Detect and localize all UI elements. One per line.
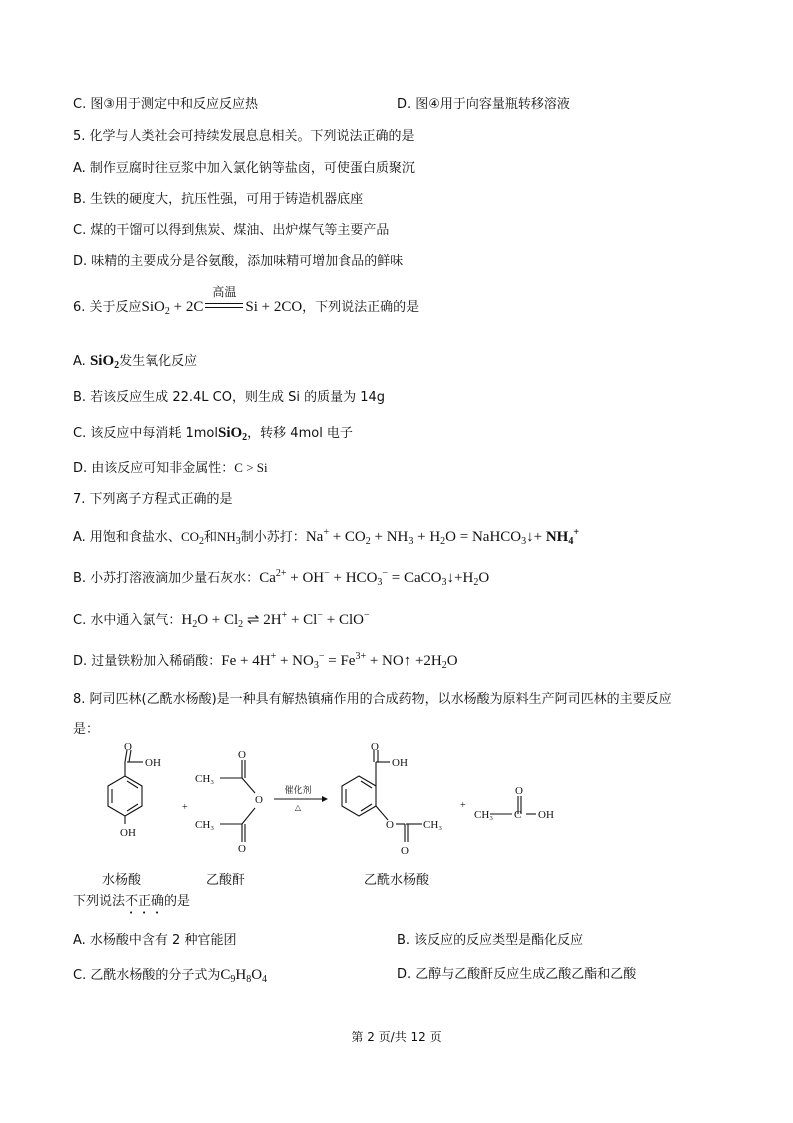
svg-text:O: O [386, 819, 394, 831]
svg-text:O: O [515, 785, 523, 797]
svg-text:CH₃: CH₃ [195, 773, 215, 785]
q6-option-c: C. 该反应中每消耗 1molSiO$_2$，转移 4mol 电子 [73, 425, 353, 443]
q8-stem-line2: 是： [73, 722, 100, 737]
label-acetic-anhydride: 乙酸酐 [206, 873, 246, 888]
q7-option-a: A. 用饱和食盐水、$CO_2$和$NH_3$制小苏打：$Na^+ + CO_2 + NH_3 + H_2O$ = NaHCO$_3$↓+ $NH_4^+$ [73, 527, 580, 547]
catalyst-label: 催化剂 [284, 786, 312, 796]
aspirin-ring [342, 776, 376, 816]
label-acetylsalicylic-acid: 乙酰水杨酸 [364, 873, 430, 888]
q8-question: 下列说法不正确的是 [73, 894, 191, 909]
svg-text:CH₃: CH₃ [474, 809, 494, 821]
q7-option-d: D. 过量铁粉加入稀硝酸：$Fe + 4H^+ + NO_3^- = Fe^{3+}$ + NO↑ $+2H_2O$ [73, 651, 458, 671]
reaction-scheme [70, 741, 590, 872]
q5-option-c: C. 煤的干馏可以得到焦炭、煤油、出炉煤气等主要产品 [73, 223, 390, 238]
q8-option-b: B. 该反应的反应类型是酯化反应 [397, 933, 584, 948]
svg-text:O: O [124, 741, 132, 753]
svg-text:O: O [238, 749, 246, 761]
q6-high-temp-condition: 高温 [205, 299, 243, 313]
svg-text:+: + [460, 800, 466, 811]
q4-option-d: D. 图④用于向容量瓶转移溶液 [397, 97, 570, 112]
q8-option-d: D. 乙醇与乙酸酐反应生成乙酸乙酯和乙酸 [397, 967, 637, 982]
svg-text:C: C [514, 809, 522, 821]
svg-text:OH: OH [120, 827, 136, 839]
q5-option-d: D. 味精的主要成分是谷氨酸，添加味精可增加食品的鲜味 [73, 254, 404, 269]
svg-text:O: O [401, 845, 409, 857]
svg-text:O: O [238, 843, 246, 855]
q6-option-b: B. 若该反应生成 22.4L CO，则生成 Si 的质量为 14g [73, 390, 386, 405]
q6-option-a: A. SiO$_2$发生氧化反应 [73, 353, 198, 371]
svg-text:O: O [255, 794, 263, 806]
heat-label: △ [294, 803, 302, 812]
q4-option-c: C. 图③用于测定中和反应反应热 [73, 97, 258, 112]
page-footer: 第 2 页/共 12 页 [351, 1030, 442, 1044]
svg-text:CH₃: CH₃ [423, 819, 443, 831]
q8-option-a: A. 水杨酸中含有 2 种官能团 [73, 933, 237, 948]
salicylic-ring [108, 776, 142, 816]
svg-text:OH: OH [392, 757, 408, 769]
svg-text:OH: OH [145, 757, 161, 769]
q5-option-b: B. 生铁的硬度大，抗压性强，可用于铸造机器底座 [73, 192, 364, 207]
q5-option-a: A. 制作豆腐时往豆浆中加入氯化钠等盐卤，可使蛋白质聚沉 [73, 161, 415, 176]
q5-stem: 5. 化学与人类社会可持续发展息息相关。下列说法正确的是 [73, 129, 415, 144]
q7-option-b: B. 小苏打溶液滴加少量石灰水：$Ca^{2+} + OH^- + HCO_3^-$ = $CaCO_3↓+H_2O$ [73, 568, 490, 588]
q8-stem-line1: 8. 阿司匹林(乙酰水杨酸)是一种具有解热镇痛作用的合成药物，以水杨酸为原料生产阿司匹林的主要反应 [73, 692, 672, 707]
svg-text:+: + [182, 802, 188, 813]
q7-stem: 7. 下列离子方程式正确的是 [73, 492, 233, 507]
q8-option-c: C. 乙酰水杨酸的分子式为$C_9H_8O_4$ [73, 967, 268, 985]
q6-option-d: D. 由该反应可知非金属性：C > Si [73, 460, 268, 476]
q6-equation: SiO$_2$ + 2C 高温 Si + 2CO [141, 285, 303, 317]
svg-text:O: O [371, 741, 379, 753]
label-salicylic-acid: 水杨酸 [102, 873, 142, 888]
q7-option-c: C. 水中通入氯气：$H_2O + Cl_2$ ⇌ 2H+ + Cl− + ClO− [73, 610, 370, 630]
svg-text:OH: OH [538, 809, 554, 821]
svg-text:CH₃: CH₃ [195, 819, 215, 831]
q6-stem: 6. 关于反应SiO$_2$ + 2C 高温 Si + 2CO，下列说法正确的是 [73, 285, 420, 317]
